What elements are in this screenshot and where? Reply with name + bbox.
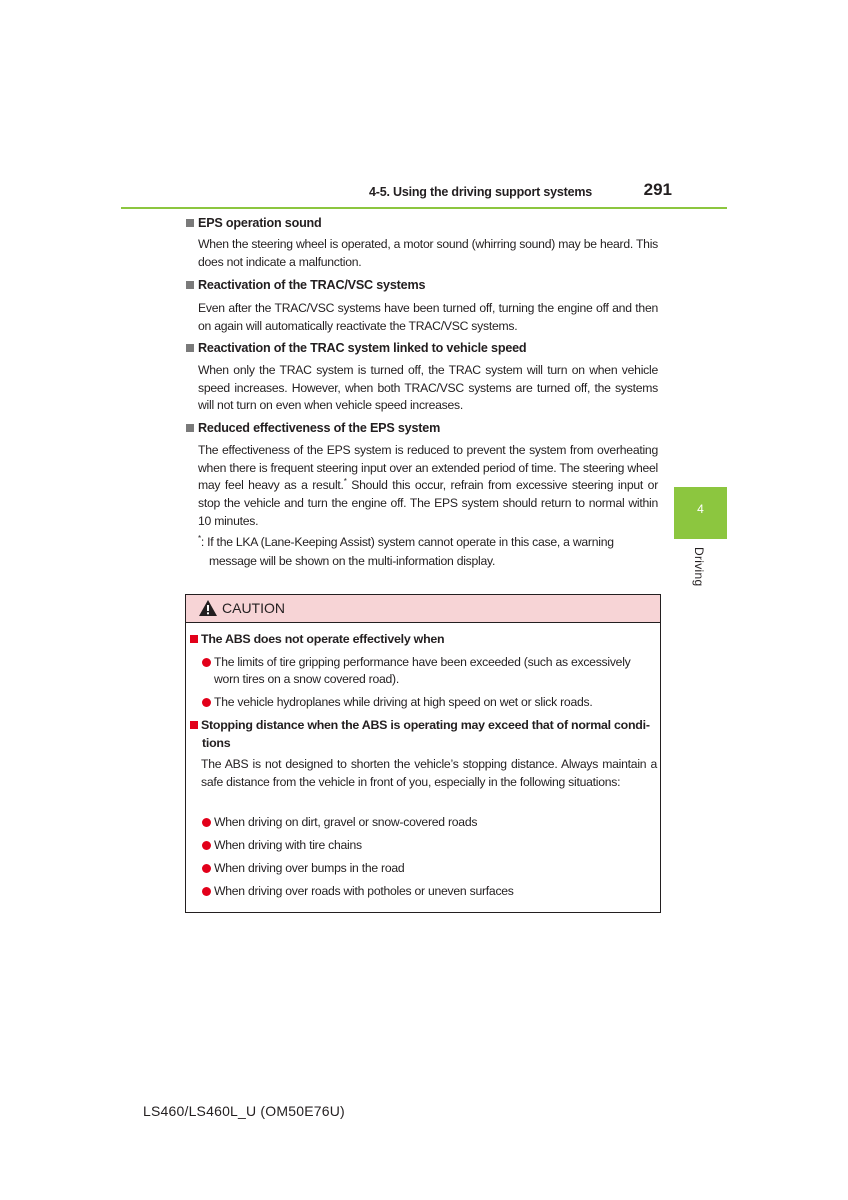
section-body: When only the TRAC system is turned off, the TRAC system will turn on when vehicle speed increases. However, when both TRAC/VSC systems are turned off, the systems will not turn on even when vehicle speed increases.	[198, 363, 658, 413]
caution-bullet: The vehicle hydroplanes while driving at high speed on wet or slick roads.	[202, 694, 658, 711]
chapter-tab	[674, 487, 727, 539]
caution-header	[186, 595, 660, 623]
chapter-label: Driving	[692, 547, 706, 587]
section-body: The effectiveness of the EPS system is reduced to prevent the system from overheating when there is frequent steering input over an extended period of time. The steering wheel may feel heavy as a result.* Should this occur, refrain from excessive steering input or stop the vehicle and turn the engine off. The EPS system should return to normal within 10 minutes.	[198, 443, 658, 528]
caution-bullet	[202, 654, 658, 689]
bullet-line: The limits of tire gripping performance have been exceeded (such as excessively	[202, 655, 631, 669]
footnote-mark: *	[343, 477, 347, 487]
caution-heading-continued: tions	[202, 735, 231, 750]
red-dot-bullet-icon	[202, 658, 211, 667]
section-heading: EPS operation sound	[186, 215, 666, 232]
caution-bullet: When driving over roads with potholes or uneven surfaces	[202, 883, 658, 900]
caution-bullet: When driving over bumps in the road	[202, 860, 658, 877]
red-dot-bullet-icon	[202, 818, 211, 827]
section-heading: Reactivation of the TRAC/VSC systems	[186, 277, 666, 294]
section-heading: Reduced effectiveness of the EPS system	[186, 420, 666, 437]
red-square-bullet-icon	[190, 721, 198, 729]
header-section-title: 4-5. Using the driving support systems	[368, 185, 592, 199]
footnote-line-1: *: If the LKA (Lane-Keeping Assist) system cannot operate in this case, a warning	[198, 533, 614, 549]
section-body: When the steering wheel is operated, a motor sound (whirring sound) may be heard. This does not indicate a malfunction.	[198, 237, 658, 269]
bullet-line-continued: worn tires on a snow covered road).	[214, 672, 399, 687]
red-dot-bullet-icon	[202, 887, 211, 896]
header-divider	[121, 207, 727, 209]
section-body: Even after the TRAC/VSC systems have been turned off, turning the engine off and then on again will automatically reactivate the TRAC/VSC systems.	[198, 301, 658, 333]
red-dot-bullet-icon	[202, 864, 211, 873]
section-heading: Reactivation of the TRAC system linked to vehicle speed	[186, 340, 666, 357]
red-dot-bullet-icon	[202, 841, 211, 850]
square-bullet-icon	[186, 219, 194, 227]
caution-bullet: When driving with tire chains	[202, 837, 658, 854]
caution-title: CAUTION	[222, 600, 285, 616]
square-bullet-icon	[186, 344, 194, 352]
square-bullet-icon	[186, 281, 194, 289]
square-bullet-icon	[186, 424, 194, 432]
page-number: 291	[643, 180, 672, 199]
caution-heading: Stopping distance when the ABS is operating may exceed that of normal condi- tions	[190, 717, 658, 752]
footnote	[198, 533, 658, 571]
caution-heading: The ABS does not operate effectively when	[190, 631, 658, 649]
chapter-number: 4	[697, 502, 704, 516]
caution-paragraph: The ABS is not designed to shorten the vehicle’s stopping distance. Always maintain a safe distance from the vehicle in front of you, especially in the following situations:	[201, 757, 657, 789]
caution-bullet: When driving on dirt, gravel or snow-covered roads	[202, 814, 658, 831]
red-square-bullet-icon	[190, 635, 198, 643]
warning-triangle-icon	[198, 599, 218, 617]
red-dot-bullet-icon	[202, 698, 211, 707]
footer-model-code: LS460/LS460L_U (OM50E76U)	[143, 1103, 345, 1119]
footnote-line-2: message will be shown on the multi-information display.	[209, 554, 496, 568]
